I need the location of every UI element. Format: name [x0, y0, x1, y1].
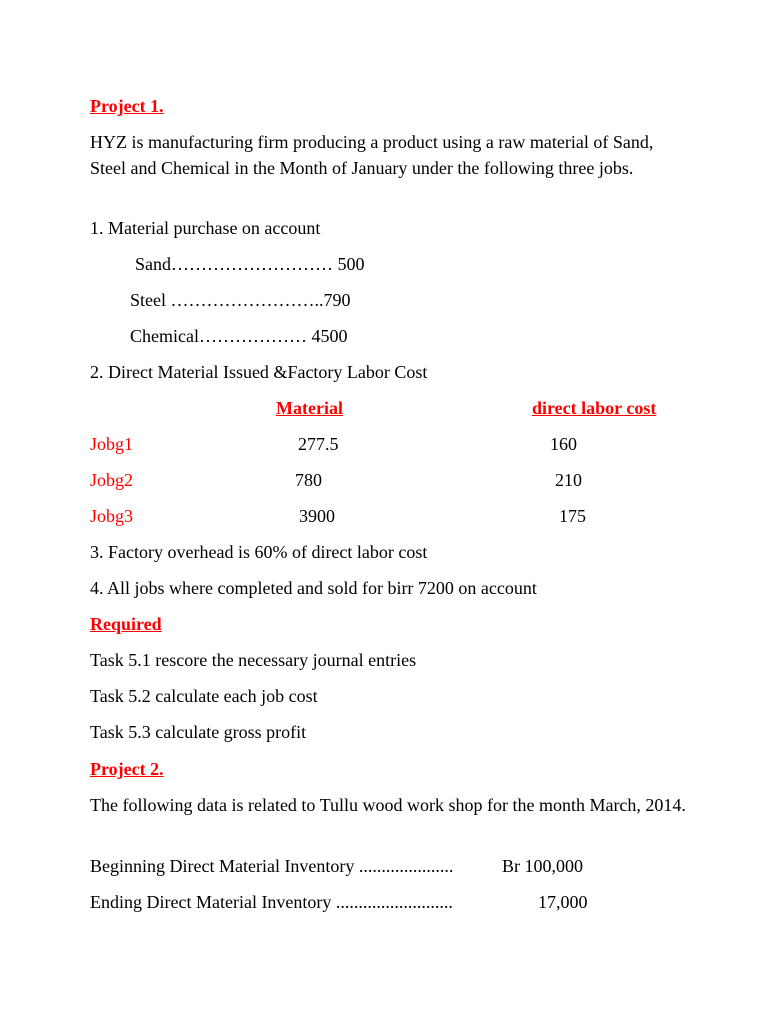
column-header-labor: direct labor cost — [532, 398, 657, 418]
job-label: Jobg1 — [90, 434, 134, 454]
labor-value: 175 — [559, 506, 586, 526]
inventory-label: Beginning Direct Material Inventory ..................... — [90, 856, 454, 876]
item1-text: 1. Material purchase on account — [90, 218, 321, 238]
project2-heading: Project 2. — [90, 759, 164, 779]
project2-intro: The following data is related to Tullu wood work shop for the month March, 2014. — [90, 795, 686, 815]
inventory-value: Br 100,000 — [502, 856, 583, 876]
task-item: Task 5.3 calculate gross profit — [90, 722, 307, 742]
item3-text: 3. Factory overhead is 60% of direct labor cost — [90, 542, 428, 562]
task-item: Task 5.2 calculate each job cost — [90, 686, 318, 706]
purchase-chemical: Chemical……………… 4500 — [130, 326, 348, 346]
job-label: Jobg3 — [90, 506, 134, 526]
project1-intro: HYZ is manufacturing firm producing a product using a raw material of Sand, Steel and Chemical in the Month of January under the following three jobs. — [90, 132, 654, 178]
purchase-steel: Steel ……………………..790 — [130, 290, 351, 310]
material-value: 3900 — [299, 506, 335, 526]
inventory-label: Ending Direct Material Inventory .......................... — [90, 892, 453, 912]
material-value: 277.5 — [298, 434, 339, 454]
column-header-material: Material — [276, 398, 343, 418]
project1-heading: Project 1. — [90, 96, 164, 116]
labor-value: 160 — [550, 434, 577, 454]
job-label: Jobg2 — [90, 470, 134, 490]
material-value: 780 — [295, 470, 322, 490]
task-item: Task 5.1 rescore the necessary journal entries — [90, 650, 417, 670]
item4-text: 4. All jobs where completed and sold for birr 7200 on account — [90, 578, 537, 598]
inventory-value: 17,000 — [538, 892, 588, 912]
item2-text: 2. Direct Material Issued &Factory Labor Cost — [90, 362, 428, 382]
required-heading: Required — [90, 614, 162, 634]
labor-value: 210 — [555, 470, 582, 490]
purchase-sand: Sand……………………… 500 — [135, 254, 365, 274]
